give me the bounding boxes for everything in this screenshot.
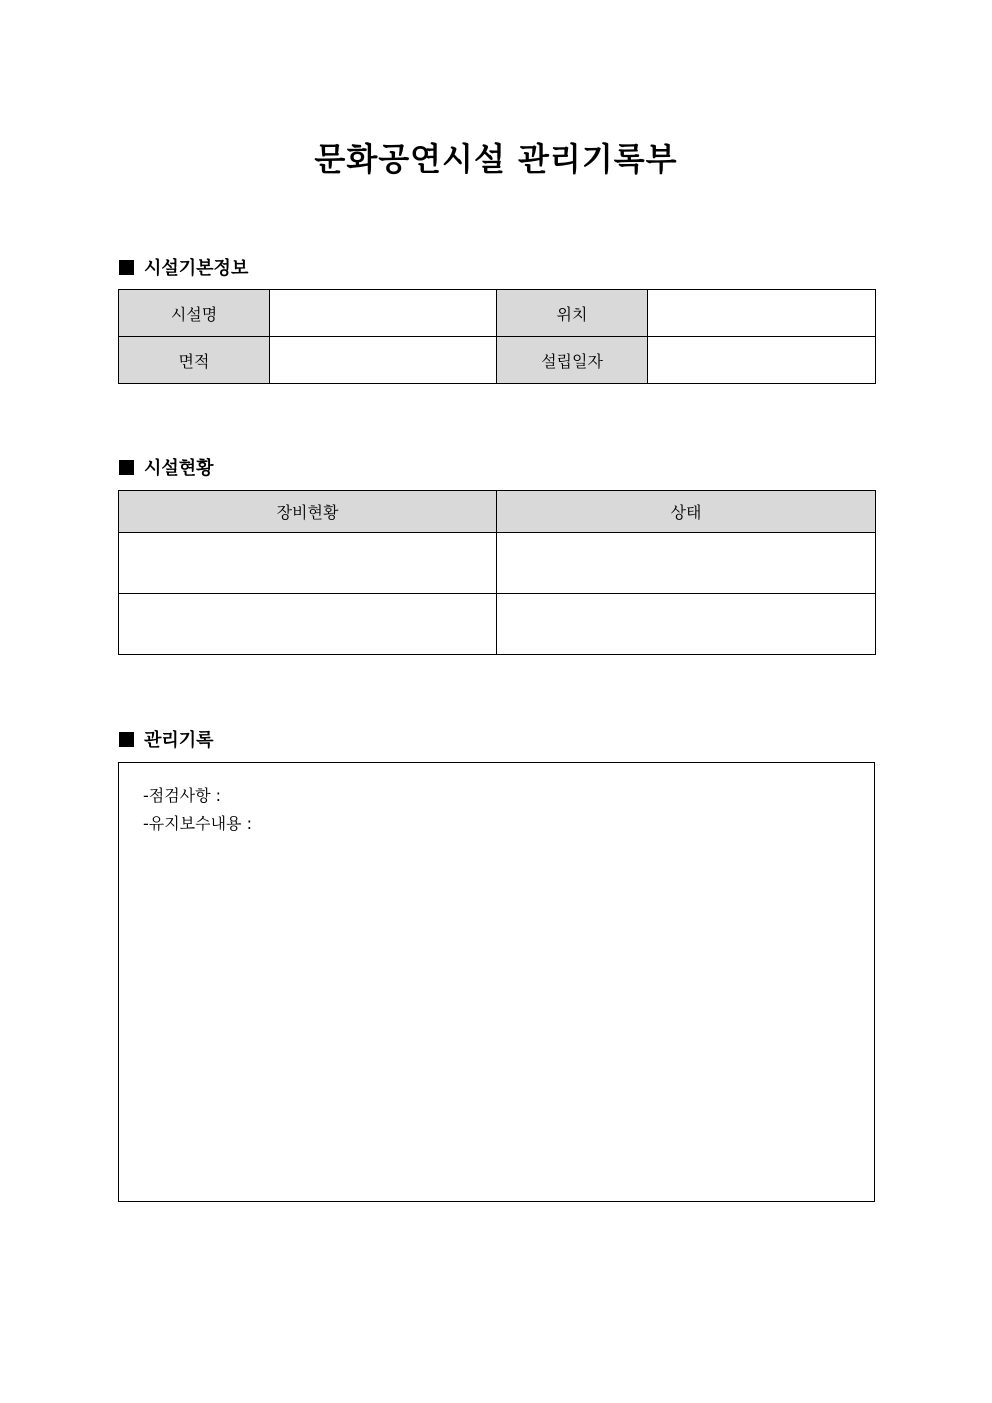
section-heading-status [119,454,214,480]
condition-cell[interactable] [497,533,876,594]
section-heading-label: 시설현황 [144,458,214,479]
equipment-cell[interactable] [119,533,497,594]
square-bullet-icon [119,732,134,747]
section-heading-label: 관리기록 [144,730,214,751]
table-row [119,290,876,337]
equipment-cell[interactable] [119,594,497,655]
inspection-items-label: -점검사항 : [143,786,222,805]
area-label: 면적 [119,337,270,384]
established-date-label: 설립일자 [497,337,648,384]
square-bullet-icon [119,260,134,275]
facility-name-field[interactable] [270,290,497,337]
facility-name-label: 시설명 [119,290,270,337]
basic-info-table [118,289,876,384]
area-field[interactable] [270,337,497,384]
status-table [118,490,876,655]
table-row [119,337,876,384]
section-heading-basic-info [119,254,248,280]
table-header-row [119,491,876,533]
section-heading-label: 시설기본정보 [144,258,249,279]
section-heading-records [119,726,214,752]
established-date-field[interactable] [648,337,876,384]
management-record-box[interactable] [118,762,875,1202]
page-title: 문화공연시설 관리기록부 [314,140,678,178]
location-label: 위치 [497,290,648,337]
square-bullet-icon [119,460,134,475]
maintenance-details-label: -유지보수내용 : [143,814,252,833]
column-header-equipment: 장비현황 [119,491,497,533]
condition-cell[interactable] [497,594,876,655]
table-row [119,594,876,655]
column-header-condition: 상태 [497,491,876,533]
table-row [119,533,876,594]
location-field[interactable] [648,290,876,337]
